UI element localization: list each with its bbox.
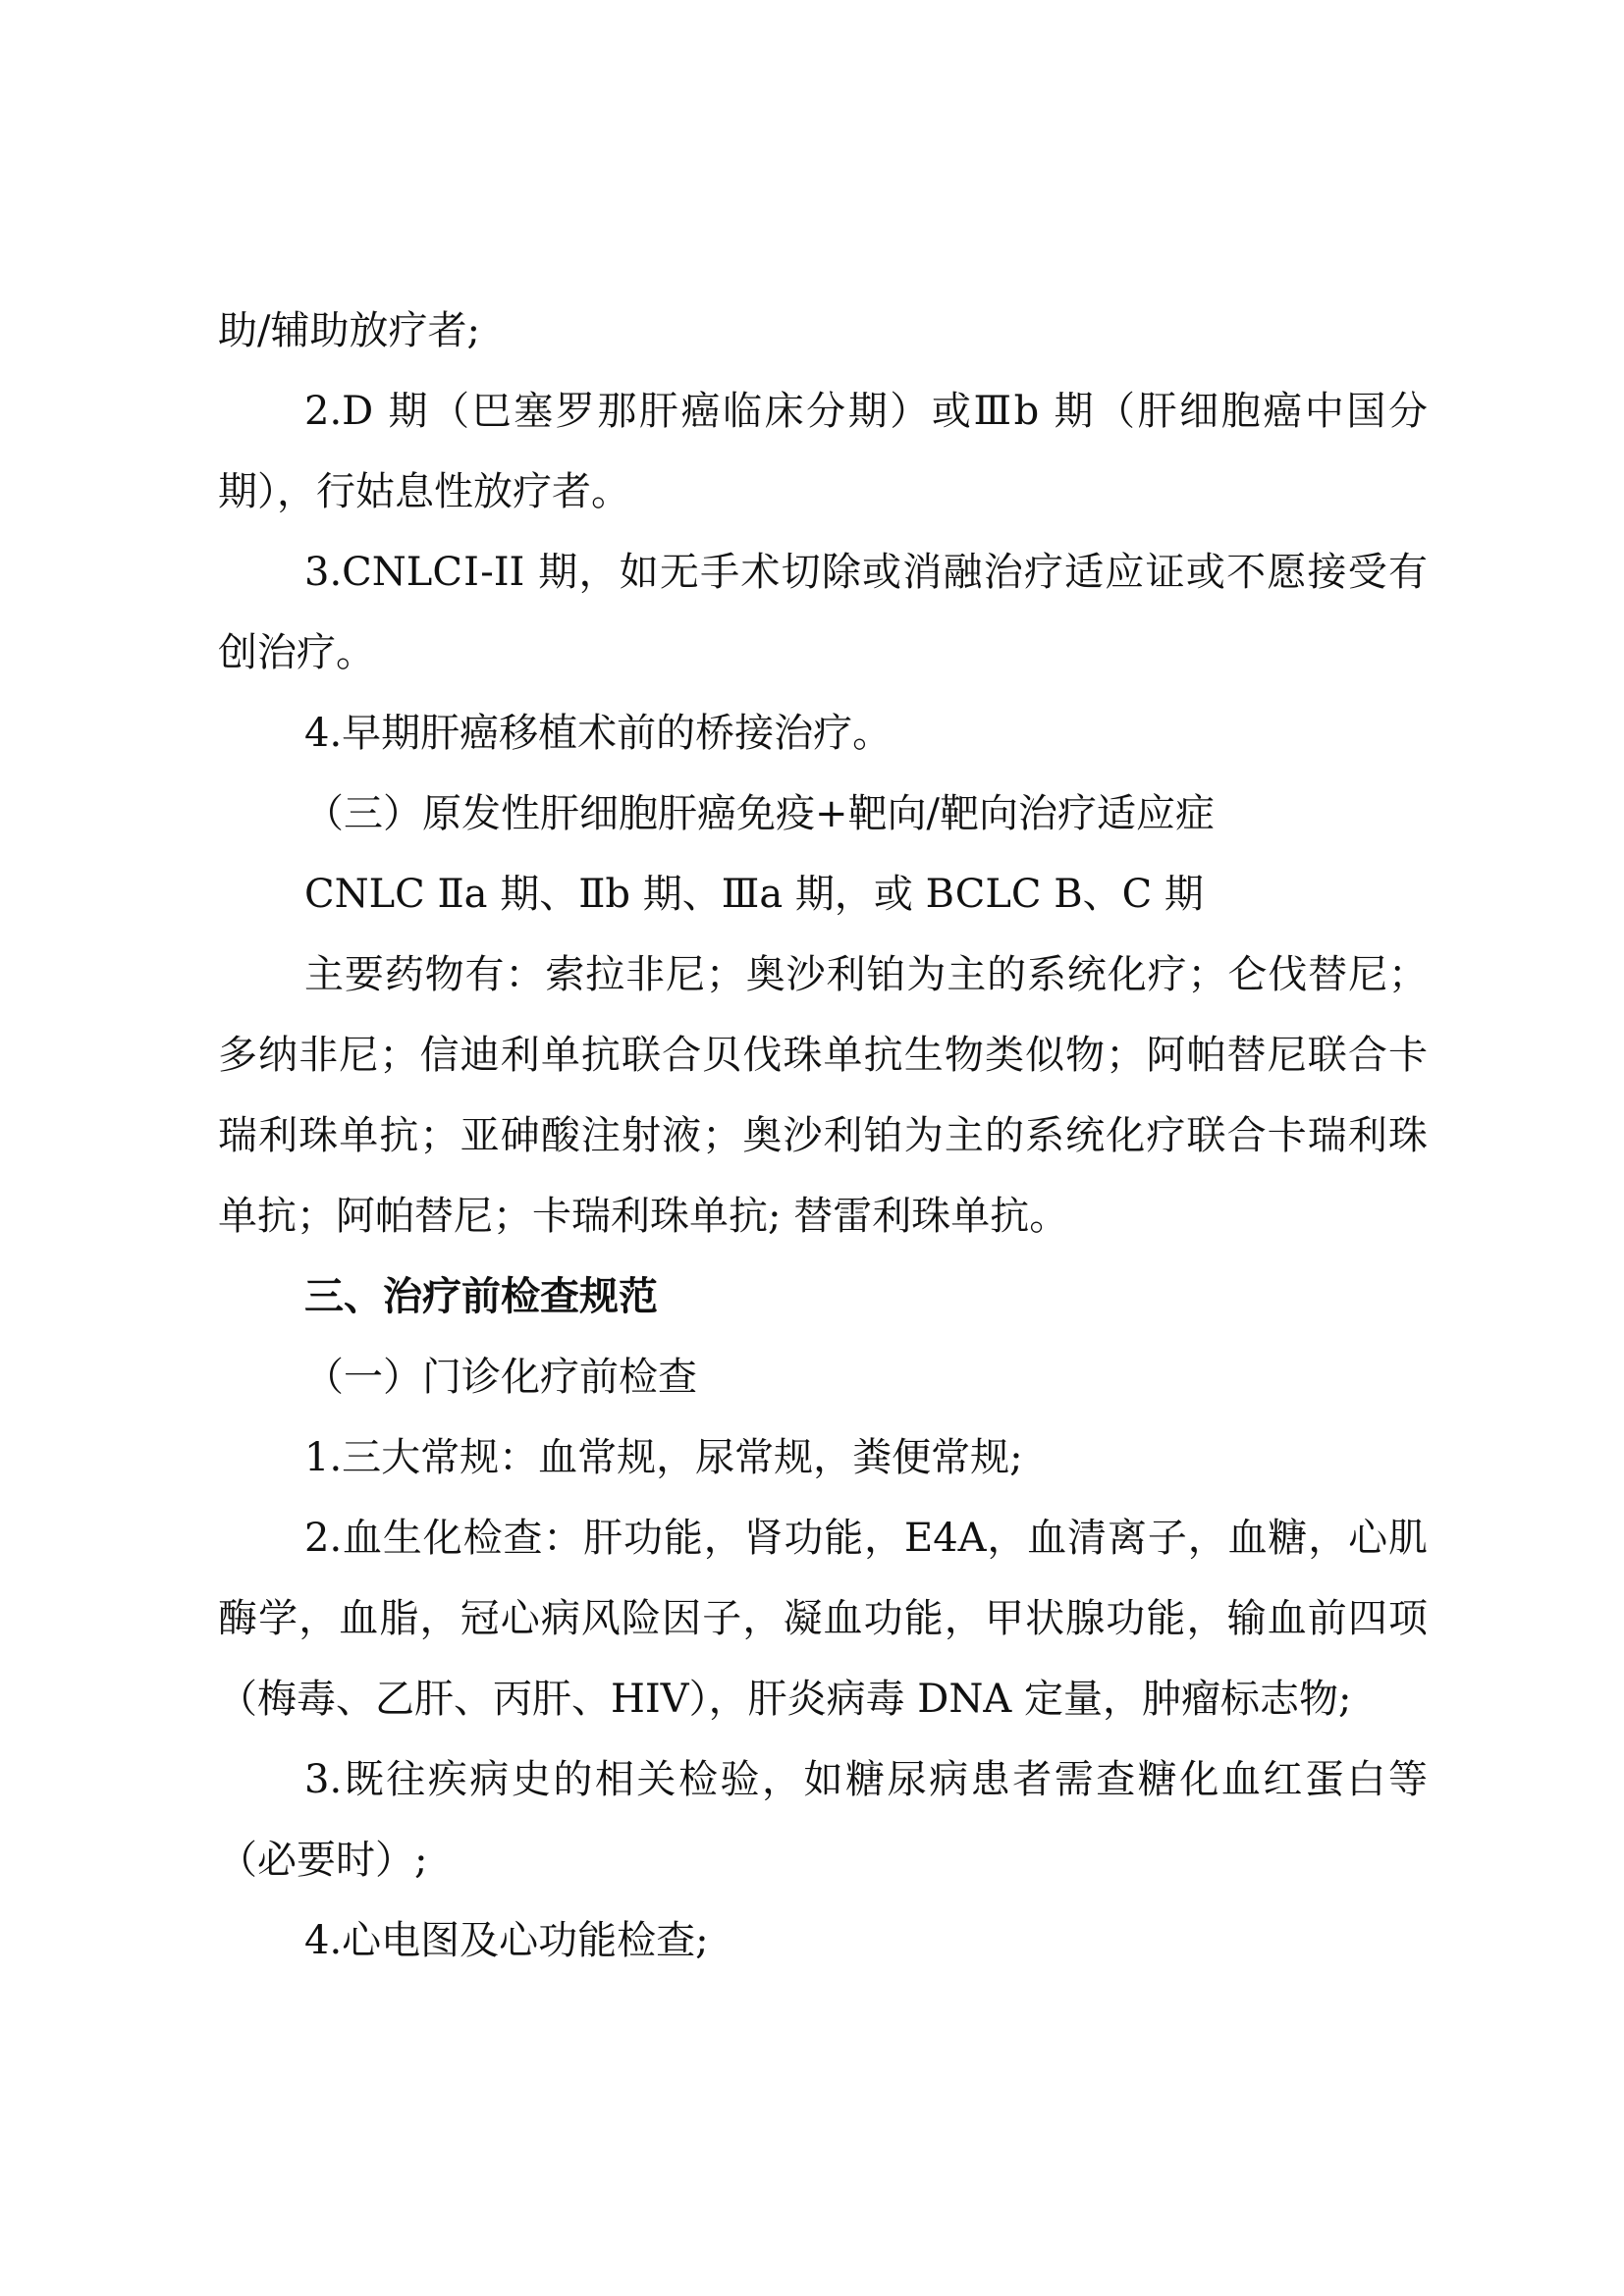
section-heading: 三、治疗前检查规范: [304, 1274, 658, 1319]
paragraph-item-4: 4.早期肝癌移植术前的桥接治疗。: [304, 711, 893, 756]
paragraph-item-2: 2.D 期（巴塞罗那肝癌临床分期）或Ⅲb 期（肝细胞癌中国分期），行姑息性放疗者。: [218, 389, 1428, 514]
drug-list-paragraph: 主要药物有：索拉非尼；奥沙利铂为主的系统化疗；仑伐替尼；多纳非尼；信迪利单抗联合贝伐珠单抗生物类似物；阿帕替尼联合卡瑞利珠单抗；亚砷酸注射液；奥沙利铂为主的系统化疗联合卡瑞利珠单抗；阿帕替尼；卡瑞利珠单抗; 替雷利珠单抗。: [218, 952, 1428, 1239]
paragraph-continuation: 助/辅助放疗者;: [218, 308, 480, 353]
exam-item-2: 2.血生化检查：肝功能，肾功能，E4A，血清离子，血糖，心肌酶学，血脂，冠心病风险因子，凝血功能，甲状腺功能，输血前四项（梅毒、乙肝、丙肝、HIV），肝炎病毒 DNA 定量，肿瘤标志物;: [218, 1516, 1428, 1722]
paragraph-item-3: 3.CNLCⅠ-II 期，如无手术切除或消融治疗适应证或不愿接受有创治疗。: [218, 550, 1428, 675]
subsection-heading: （三）原发性肝细胞肝癌免疫+靶向/靶向治疗适应症: [304, 791, 1215, 836]
exam-item-3: 3.既往疾病史的相关检验，如糖尿病患者需查糖化血红蛋白等（必要时）;: [218, 1757, 1428, 1883]
stage-criteria: CNLC Ⅱa 期、Ⅱb 期、Ⅲa 期，或 BCLC B、C 期: [304, 872, 1204, 917]
exam-item-1: 1.三大常规：血常规，尿常规，粪便常规;: [304, 1435, 1023, 1480]
subsection-heading: （一）门诊化疗前检查: [304, 1355, 697, 1400]
exam-item-4: 4.心电图及心功能检查;: [304, 1918, 709, 1963]
document-body: [218, 291, 1428, 1981]
